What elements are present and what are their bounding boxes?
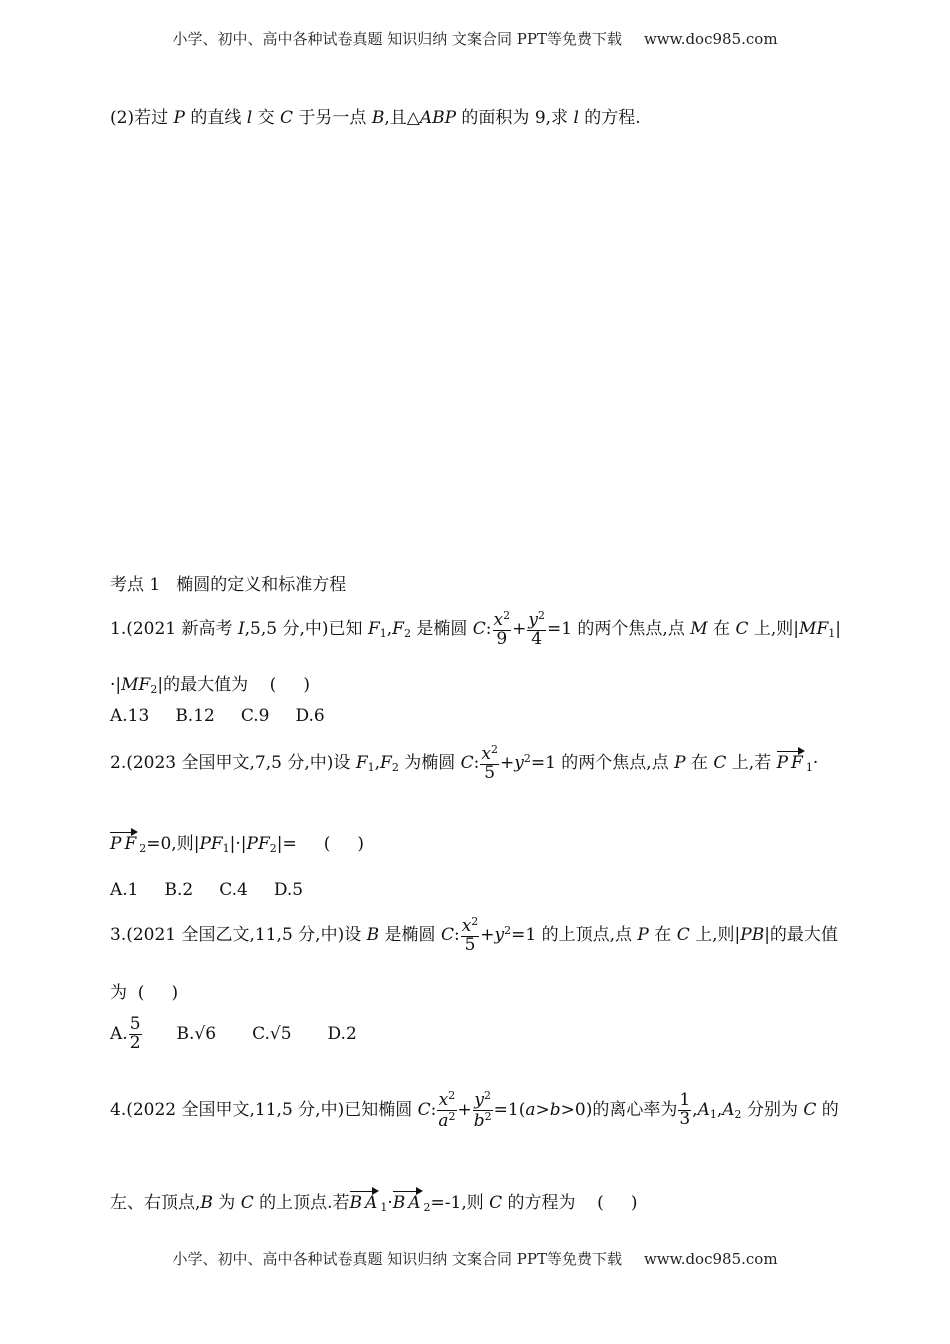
question-part-2: (2)若过 P 的直线 l 交 C 于另一点 B,且△ABP 的面积为 9,求 l 的方程.	[110, 108, 641, 128]
header-text: 小学、初中、高中各种试卷真题 知识归纳 文案合同 PPT等免费下载	[172, 30, 622, 48]
q2-frac-x: $\frac{x^2}{5}$	[481, 743, 498, 783]
question-4-line-2: 左、右顶点,B 为 C 的上顶点.若$BA_1\cdot BA_2=-1$,则 C 的方程为 ( )	[110, 1193, 638, 1214]
q3-frac-x: $\frac{x^2}{5}$	[461, 915, 479, 955]
section-heading	[110, 570, 346, 595]
q2-option-b[interactable]: B.2	[164, 880, 194, 900]
q1-frac-x: $\frac{x^2}{9}$	[493, 609, 511, 649]
question-4-line-1: 4.(2022 全国甲文,11,5 分,中)已知椭圆 C: $\frac{x^2}{a^2}$ + $\frac{y^2}{b^2}$ =1(a>b>0)的离心率为 $\frac{1}{3}$ $,A_1,A_2$ 分别为 C 的	[110, 1089, 839, 1131]
section-label: 考点 1	[110, 575, 161, 595]
question-1-options	[110, 706, 351, 726]
question-3-line-1: 3.(2021 全国乙文,11,5 分,中)设 B 是椭圆 C: $\frac{x^2}{5}$ $+y^2=1$ 的上顶点,点 P 在 C 上,则|PB|的最大值	[110, 915, 838, 955]
q1-option-c[interactable]: C.9	[240, 706, 270, 726]
question-3-line-2: 为 ( )	[110, 983, 179, 1003]
q3-option-d[interactable]: D.2	[327, 1023, 357, 1044]
q1-option-b[interactable]: B.12	[175, 706, 215, 726]
q4-eccentricity: $\frac{1}{3}$	[679, 1090, 691, 1129]
q2-option-d[interactable]: D.5	[273, 880, 304, 900]
q2-option-c[interactable]: C.4	[219, 880, 248, 900]
q4-frac-y: $\frac{y^2}{b^2}$	[473, 1089, 492, 1131]
q3-option-a[interactable]: A. $\frac{5}{2}$	[110, 1014, 141, 1053]
question-3-options	[110, 1016, 357, 1053]
q1-frac-y: $\frac{y^2}{4}$	[528, 609, 545, 649]
q3-option-b[interactable]: B.√6	[176, 1023, 217, 1044]
question-2-line-1: 2.(2023 全国甲文,7,5 分,中)设 $F_1,F_2$ 为椭圆 C: $\frac{x^2}{5}$ $+y^2=1$ 的两个焦点,点 P 在 C 上,若 $PF_1\cdot$	[110, 743, 819, 783]
footer-url[interactable]: www.doc985.com	[643, 1250, 778, 1268]
question-2-line-2: $PF_2=0$,则$|PF_1|\cdot|PF_2|=$ ( )	[110, 834, 365, 855]
footer-text: 小学、初中、高中各种试卷真题 知识归纳 文案合同 PPT等免费下载	[172, 1250, 622, 1268]
q1-option-d[interactable]: D.6	[295, 706, 325, 726]
q4-frac-x: $\frac{x^2}{a^2}$	[438, 1089, 456, 1131]
q3-option-c[interactable]: C.√5	[252, 1023, 292, 1044]
question-1-line-2: $\cdot|MF_2|$的最大值为 ( )	[110, 675, 310, 696]
question-2-options	[110, 880, 329, 900]
page-header	[0, 28, 950, 49]
page-footer	[0, 1248, 950, 1269]
section-title: 椭圆的定义和标准方程	[176, 575, 347, 595]
q2-option-a[interactable]: A.1	[110, 880, 139, 900]
header-url[interactable]: www.doc985.com	[643, 30, 778, 48]
question-1-line-1: 1.(2021 新高考 Ⅰ,5,5 分,中)已知 $F_1,F_2$ 是椭圆 C: $\frac{x^2}{9}$ + $\frac{y^2}{4}$ =1 的两个焦点,点 M 在 C 上,则$|MF_1|$	[110, 609, 841, 649]
q1-option-a[interactable]: A.13	[110, 706, 150, 726]
